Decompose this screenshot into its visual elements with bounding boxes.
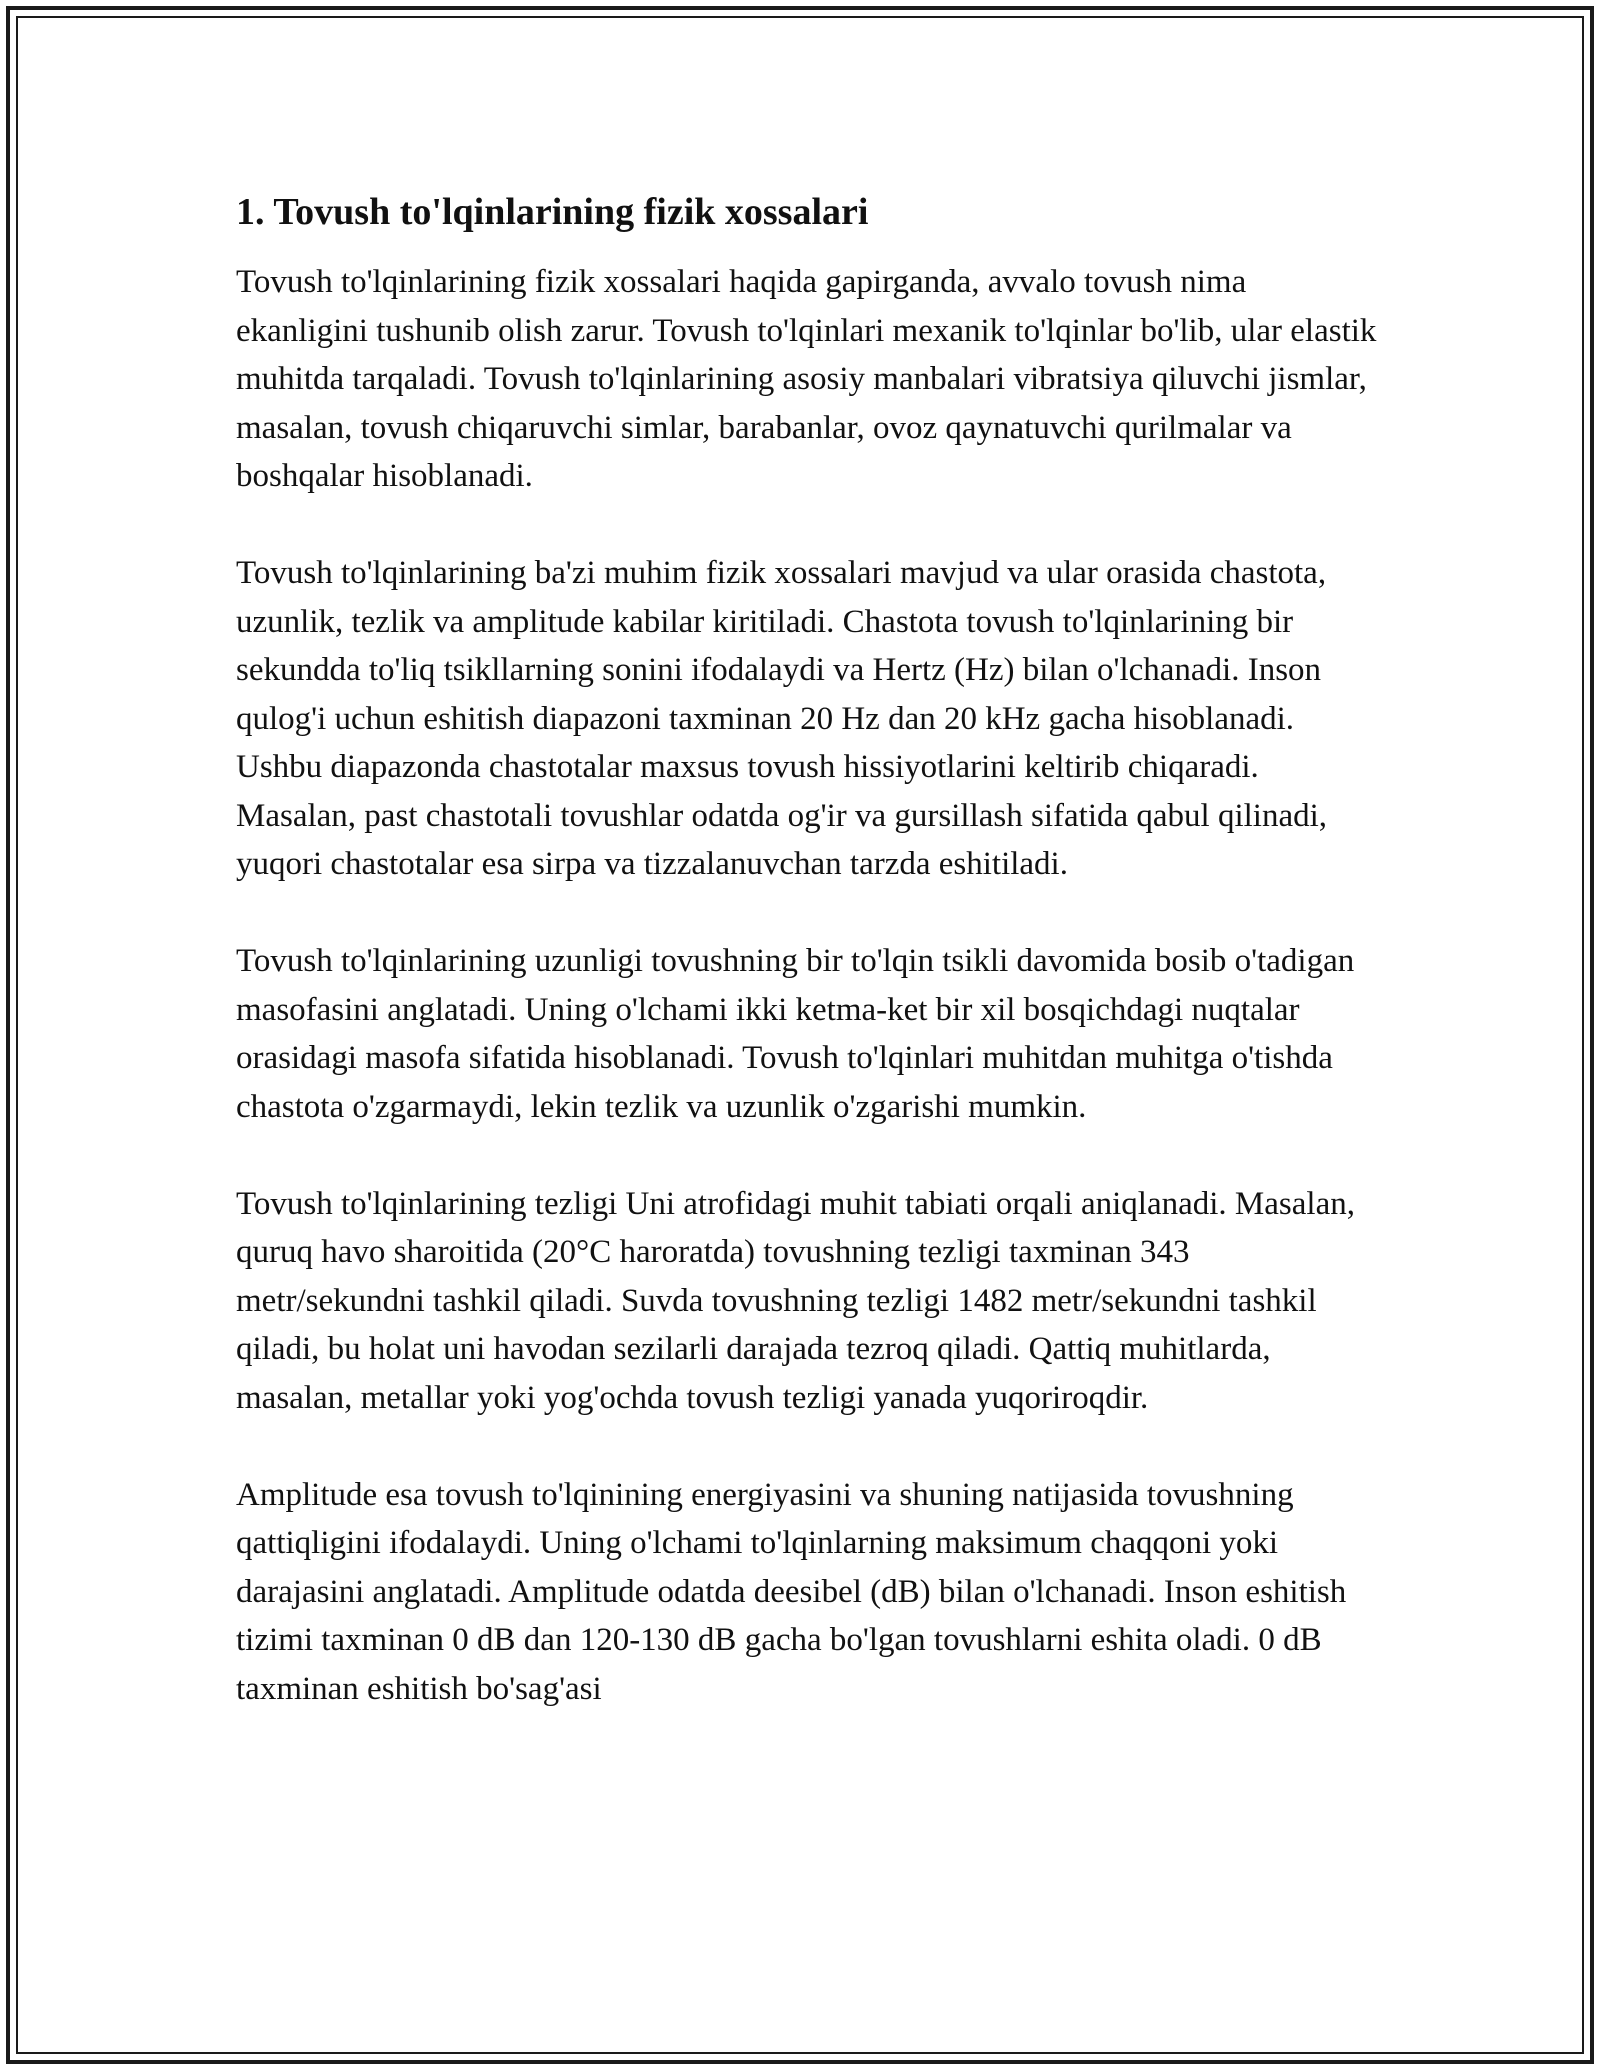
paragraph-speed: Tovush to'lqinlarining tezligi Uni atrofidagi muhit tabiati orqali aniqlanadi. Masalan, quruq havo sharoitida (20°C haroratda) tovushning tezligi taxminan 343 metr/sekundni tashkil qiladi. Suvda tovushning tezligi 1482 metr/sekundni tashkil qiladi, bu holat uni havodan sezilarli darajada tezroq qiladi. Qattiq muhitlarda, masalan, metallar yoki yog'ochda tovush tezligi yanada yuqoriroqdir.: [236, 1185, 1355, 1416]
paragraph-wavelength: Tovush to'lqinlarining uzunligi tovushning bir to'lqin tsikli davomida bosib o'tadigan masofasini anglatadi. Uning o'lchami ikki ketma-ket bir xil bosqichdagi nuqtalar orasidagi masofa sifatida hisoblanadi. Tovush to'lqinlari muhitdan muhitga o'tishda chastota o'zgarmaydi, lekin tezlik va uzunlik o'zgarishi mumkin.: [236, 943, 1355, 1125]
paragraph-frequency: Tovush to'lqinlarining ba'zi muhim fizik xossalari mavjud va ular orasida chastota, uzunlik, tezlik va amplitude kabilar kiritiladi. Chastota tovush to'lqinlarining bir sekundda to'liq tsikllarning sonini ifodalaydi va Hertz (Hz) bilan o'lchanadi. Inson qulog'i uchun eshitish diapazoni taxminan 20 Hz dan 20 kHz gacha hisoblanadi. Ushbu diapazonda chastotalar maxsus tovush hissiyotlarini keltirib chiqaradi. Masalan, past chastotali tovushlar odatda og'ir va gursillash sifatida qabul qilinadi, yuqori chastotalar esa sirpa va tizzalanuvchan tarzda eshitiladi.: [236, 555, 1328, 882]
paragraph-intro: Tovush to'lqinlarining fizik xossalari haqida gapirganda, avvalo tovush nima ekanligini tushunib olish zarur. Tovush to'lqinlari mexanik to'lqinlar bo'lib, ular elastik muhitda tarqaladi. Tovush to'lqinlarining asosiy manbalari vibratsiya qiluvchi jismlar, masalan, tovush chiqaruvchi simlar, barabanlar, ovoz qaynatuvchi qurilmalar va boshqalar hisoblanadi.: [236, 264, 1377, 494]
document-body: [236, 186, 1386, 1713]
paragraph-amplitude: Amplitude esa tovush to'lqinining energiyasini va shuning natijasida tovushning qattiqligini ifodalaydi. Uning o'lchami to'lqinlarning maksimum chaqqoni yoki darajasini anglatadi. Amplitude odatda deesibel (dB) bilan o'lchanadi. Inson eshitish tizimi taxminan 0 dB dan 120-130 dB gacha bo'lgan tovushlarni eshita oladi. 0 dB taxminan eshitish bo'sag'asi: [236, 1476, 1347, 1707]
section-heading: 1. Tovush to'lqinlarining fizik xossalari: [236, 191, 869, 233]
